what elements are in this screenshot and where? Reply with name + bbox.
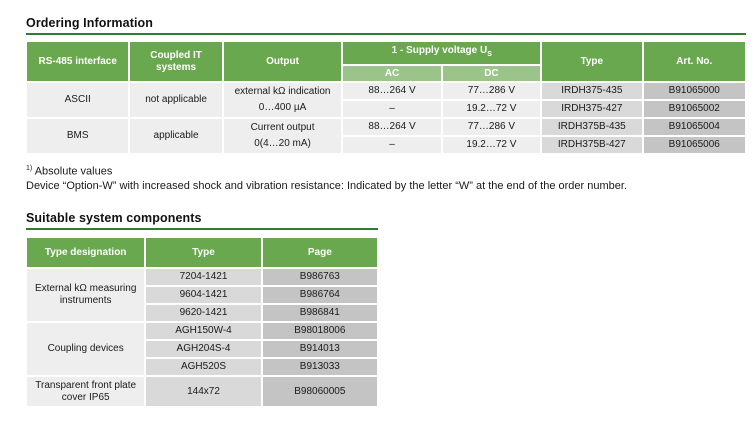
table-row (27, 119, 745, 135)
output-line2: 0…400 µA (258, 102, 307, 113)
table-row (27, 83, 745, 99)
ordering-title: Ordering Information (26, 16, 153, 30)
header-supply-sub: S (487, 51, 492, 58)
header-ac: AC (343, 66, 440, 81)
interface-cell: BMS (27, 119, 128, 153)
header-coupled: Coupled IT systems (130, 42, 221, 81)
interface-cell: ASCII (27, 83, 128, 117)
page-cell: B986841 (263, 305, 377, 321)
output-line2: 0(4…20 mA) (254, 138, 311, 149)
type-cell: IRDH375-435 (542, 83, 641, 99)
art-cell: B91065000 (644, 83, 745, 99)
art-cell: B91065006 (644, 137, 745, 153)
type-cell: IRDH375B-435 (542, 119, 641, 135)
type-cell: IRDH375B-427 (542, 137, 641, 153)
table-row (27, 377, 377, 406)
art-cell: B91065002 (644, 101, 745, 117)
coupled-cell: not applicable (130, 83, 221, 117)
dc-cell: 19.2…72 V (443, 137, 540, 153)
designation-cell: External kΩ measuring instruments (27, 269, 144, 321)
comp-type-cell: AGH204S-4 (146, 341, 260, 357)
components-table (25, 236, 379, 408)
footnote-text: Absolute values (34, 165, 113, 178)
components-title: Suitable system components (26, 211, 202, 225)
dc-cell: 77…286 V (443, 119, 540, 135)
comp-type-cell: 7204-1421 (146, 269, 260, 285)
ordering-rule (26, 33, 746, 35)
header-comp-type: Type (146, 238, 260, 267)
art-cell: B91065004 (644, 119, 745, 135)
table-row (27, 269, 377, 285)
device-note: Device “Option-W” with increased shock and vibration resistance: Indicated by the letter “W” at the end of the order number. (26, 180, 628, 192)
dc-cell: 19.2…72 V (443, 101, 540, 117)
page-cell: B98018006 (263, 323, 377, 339)
page-cell: B98060005 (263, 377, 377, 406)
page-cell: B986763 (263, 269, 377, 285)
ac-cell: 88…264 V (343, 83, 440, 99)
type-cell: IRDH375-427 (542, 101, 641, 117)
page-cell: B913033 (263, 359, 377, 375)
comp-type-cell: AGH150W-4 (146, 323, 260, 339)
header-dc: DC (443, 66, 540, 81)
header-designation: Type designation (27, 238, 144, 267)
footnote (26, 165, 112, 178)
page-cell: B914013 (263, 341, 377, 357)
output-line1: external kΩ indication (234, 86, 331, 97)
header-page: Page (263, 238, 377, 267)
ac-cell: – (343, 101, 440, 117)
output-line1: Current output (250, 122, 315, 133)
designation-cell: Transparent front plate cover IP65 (27, 377, 144, 406)
header-output: Output (224, 42, 342, 81)
comp-type-cell: 9604-1421 (146, 287, 260, 303)
page-cell: B986764 (263, 287, 377, 303)
comp-type-cell: 9620-1421 (146, 305, 260, 321)
dc-cell: 77…286 V (443, 83, 540, 99)
output-cell (224, 83, 342, 117)
header-art: Art. No. (644, 42, 745, 81)
header-supply (343, 42, 540, 64)
header-interface: RS-485 interface (27, 42, 128, 81)
comp-type-cell: AGH520S (146, 359, 260, 375)
header-type: Type (542, 42, 641, 81)
components-rule (26, 228, 378, 230)
header-supply-label: 1 - Supply voltage U (391, 45, 488, 56)
ac-cell: – (343, 137, 440, 153)
designation-cell: Coupling devices (27, 323, 144, 375)
coupled-cell: applicable (130, 119, 221, 153)
ordering-table (25, 40, 747, 155)
ac-cell: 88…264 V (343, 119, 440, 135)
footnote-mark: 1) (26, 165, 33, 172)
comp-type-cell: 144x72 (146, 377, 260, 406)
output-cell (224, 119, 342, 153)
table-row (27, 323, 377, 339)
